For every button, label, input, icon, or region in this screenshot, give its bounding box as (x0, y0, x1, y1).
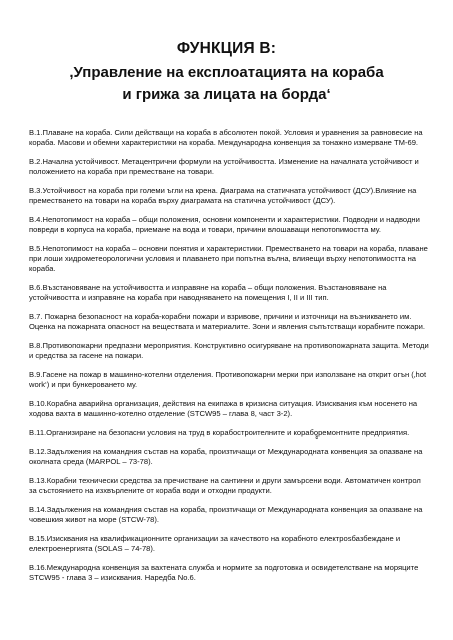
topic-item: В.4.Непотопимост на кораба – общи положения, основни компоненти и характеристики. Подводни и надводни повреди в корпуса на кораба, приемане на вода и товари, причини влошаващи непотопимостта му. (29, 215, 420, 234)
topic-item: В.7. Пожарна безопасност на кораба-корабни пожари и взривове, причини и източници на възникването им. Оценка на пожарната опасност на веществата и материалите. Зони и явления съпътстващи корабните пожари. (29, 312, 425, 331)
topic-list (29, 128, 429, 592)
topic-item: В.3.Устойчивост на кораба при големи ъгли на крена. Диаграма на статичната устойчивост (ДСУ).Влияние на преместването на товари на кораба върху диаграмата на статична устойчивост (ДСУ). (29, 186, 417, 205)
topic-item: В.11.Организиране на безопасни условия на труд в корабостроителните и корабоููремонтните предприятия. (29, 428, 410, 437)
topic-item: В.8.Противопожарни предпазни мероприятия. Конструктивно осигуряване на противопожарната защита. Методи и средства за гасене на пожари. (29, 341, 429, 360)
subtitle-line-1: ,Управление на експлоатацията на кораба (69, 64, 384, 81)
title-block (0, 40, 453, 58)
topic-item: В.6.Възстановяване на устойчивостта и изправяне на кораба – общи положения. Възстановяване на устойчивостта и изправяне на кораба при наводняването на помещения I, II и III тип. (29, 283, 387, 302)
topic-item: В.16.Международна конвенция за вахтената служба и нормите за подготовка и освидетелстване на моряците STCW95 - глава 3 – изисквания. Наредба No.6. (29, 563, 419, 582)
topic-item: В.10.Корабна аварийна организация, действия на екипажа в кризисна ситуация. Изисквания към носенето на ходова вахта в машинно-котелно отделение (STCW95 – глава 8, част 3-2). (29, 399, 418, 418)
topic-item: В.13.Корабни технически средства за пречистване на сантинни и други замърсени води. Автоматичен контрол за състоянието на изхвърлените от кораба води и отходни продукти. (29, 476, 421, 495)
page-subtitle (0, 62, 453, 106)
topic-item: В.15.Изисквания на квалификационните организации за качеството на корабното електроѕбазбеждане и електроенергията (SOLAS – 74-78). (29, 534, 401, 553)
topic-item: В.2.Начална устойчивост. Метацентрични формули на устойчивостта. Изменение на началната устойчивост и положението на кораба при преместване на товари. (29, 157, 419, 176)
topic-item: В.14.Задължения на командния състав на кораба, произтичащи от Международната конвенция за опазване на човешкия живот на море (STCW-78). (29, 505, 423, 524)
subtitle-line-2: и грижа за лицата на борда‘ (122, 86, 331, 103)
topic-item: В.5.Непотопимост на кораба – основни понятия и характеристики. Преместването на товари на кораба, плаване при лоши хидрометеорологични условия и плаването при попътна вълна, влияещи върху непотопимостта на кораба. (29, 244, 428, 273)
topic-item: В.12.Задължения на командния състав на кораба, произтичащи от Международната конвенция за опазване на околната среда (MARPOL – 73-78). (29, 447, 423, 466)
page-title: ФУНКЦИЯ В: (176, 40, 277, 57)
topic-item: В.9.Гасене на пожар в машинно-котелни отделения. Противопожарни мерки при използване на открит огън (‚hot work‘) и при бункероването му. (29, 370, 427, 389)
topic-item: В.1.Плаване на кораба. Сили действащи на кораба в абсолютен покой. Условия и уравнения за равновесие на кораба. Масови и обемни характеристики на кораба. Международна конвенция за тонажно измерване ТМ-69. (29, 128, 423, 147)
